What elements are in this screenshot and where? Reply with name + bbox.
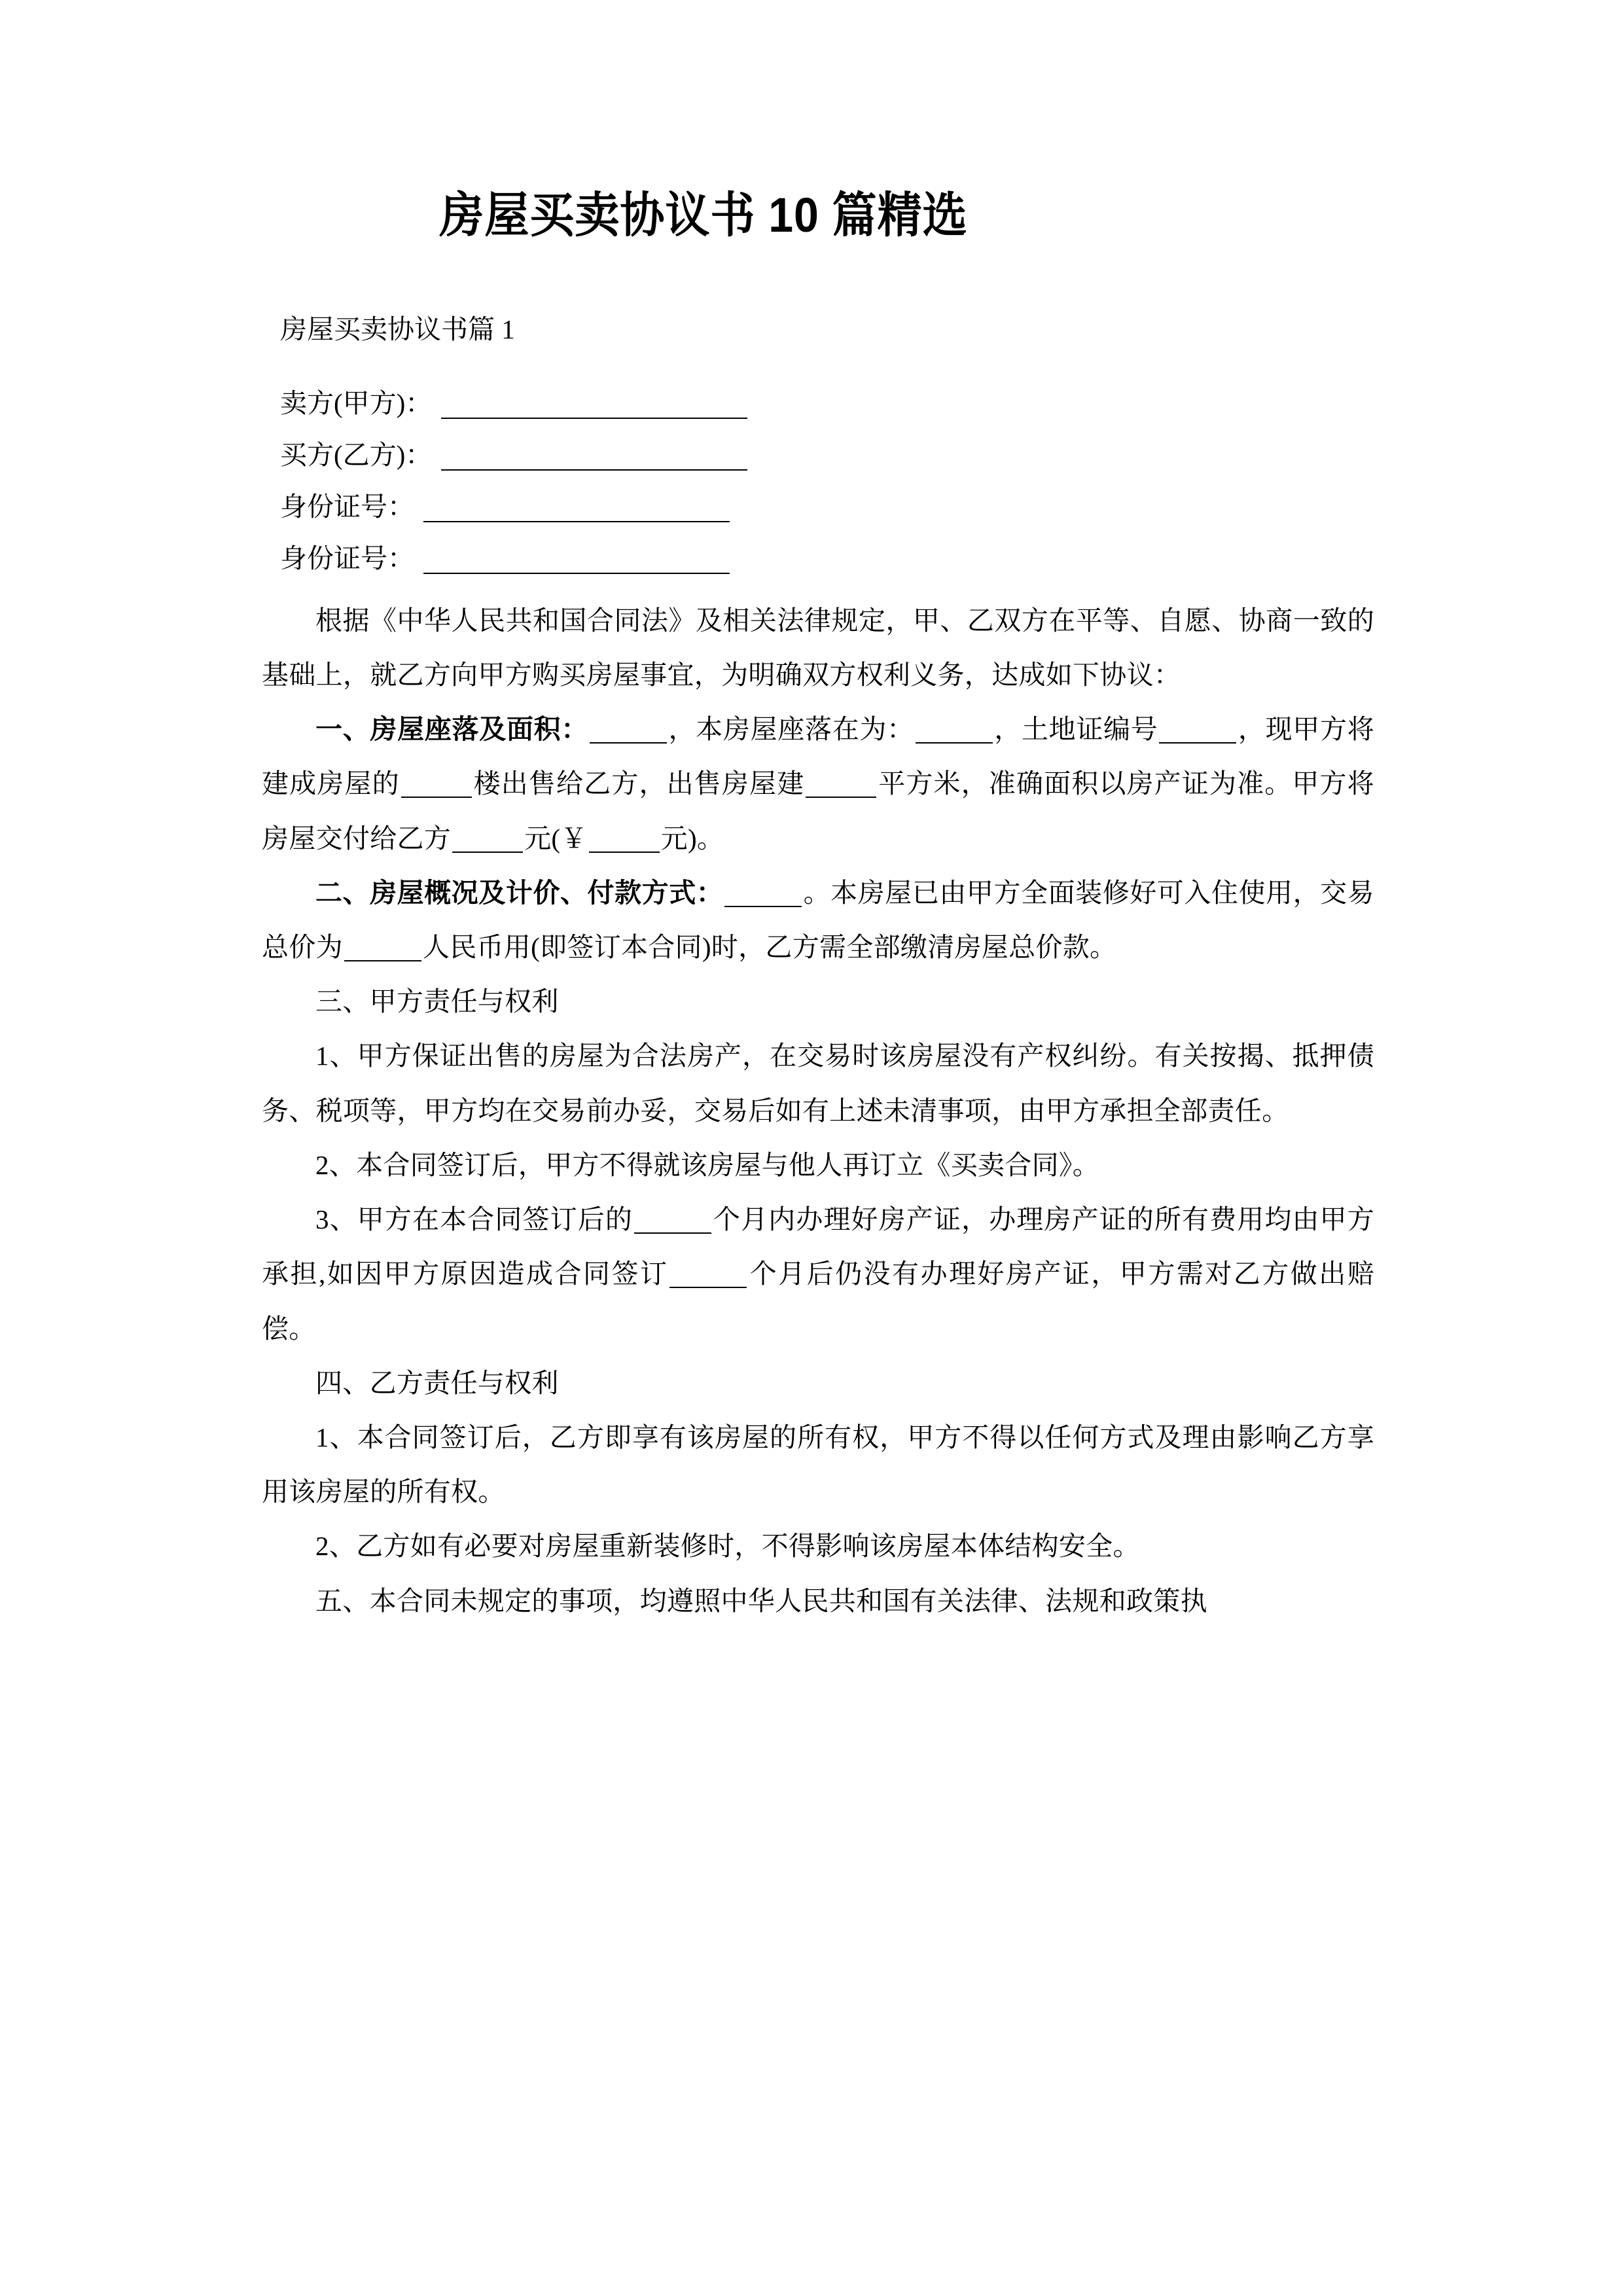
page-title: 房屋买卖协议书 10 篇精选 xyxy=(439,188,968,242)
document-body xyxy=(262,243,1374,1628)
section-four-heading: 四、乙方责任与权利 xyxy=(315,1367,559,1398)
clause-one-blank-7[interactable] xyxy=(589,852,660,853)
clause-one-text-3: ，现甲方将建成房屋的 xyxy=(262,714,1374,799)
clause-one-text-5: 平方米，准确面积以房产证为准。甲方将房屋交付给乙方 xyxy=(262,768,1374,853)
preamble-paragraph: 根据《中华人民共和国合同法》及相关法律规定，甲、乙双方在平等、自愿、协商一致的基础上，就乙方向甲方购买房屋事宜，为明确双方权利义务，达成如下协议： xyxy=(262,605,1374,690)
field-id-seller xyxy=(262,473,1374,524)
clause-one-blank-3[interactable] xyxy=(1159,742,1236,744)
field-seller-input[interactable] xyxy=(441,418,747,419)
clause-one-text-6: 元(￥ xyxy=(524,823,588,853)
clause-one-blank-1[interactable] xyxy=(590,742,667,744)
clause-two-text-1: 。本房屋已由甲方全面装修好可入住使用，交易总价为 xyxy=(262,877,1374,963)
clause-two xyxy=(262,866,1374,975)
section-three-item-3 xyxy=(262,1193,1374,1356)
field-id-seller-input[interactable] xyxy=(423,521,730,522)
spacer xyxy=(262,577,1374,594)
document-content xyxy=(262,0,1374,1628)
clause-one-blank-6[interactable] xyxy=(452,852,523,853)
section-four-item-2: 2、乙方如有必要对房屋重新装修时，不得影响该房屋本体结构安全。 xyxy=(315,1531,1140,1562)
field-buyer xyxy=(262,421,1374,473)
clause-two-label: 二、房屋概况及计价、付款方式： xyxy=(315,877,724,908)
section-three-item-1: 1、甲方保证出售的房屋为合法房产，在交易时该房屋没有产权纠纷。有关按揭、抵押债务、税项等，甲方均在交易前办妥，交易后如有上述未清事项，由甲方承担全部责任。 xyxy=(262,1041,1374,1126)
section-three-item-3-blank-2[interactable] xyxy=(669,1287,747,1288)
clause-two-blank-1[interactable] xyxy=(724,906,802,907)
clause-one-text-4: 楼出售给乙方，出售房屋建 xyxy=(473,768,805,799)
field-id-buyer xyxy=(262,524,1374,576)
article-heading: 房屋买卖协议书篇 1 xyxy=(280,314,515,345)
section-three-item-3-text-2: 个月内办理好房产证，办理房产证的所有费用均由甲方承担,如因甲方原因造成合同签订 xyxy=(262,1204,1374,1289)
section-three-item-3-text-3: 个月后仍没有办理好房产证，甲方需对乙方做出赔偿。 xyxy=(262,1259,1374,1344)
clause-one-text-1: ，本房屋座落在为： xyxy=(668,714,914,745)
clause-one-blank-4[interactable] xyxy=(401,797,472,798)
section-three-item-3-text-1: 3、甲方在本合同签订后的 xyxy=(315,1204,633,1235)
clause-two-blank-2[interactable] xyxy=(344,960,421,961)
section-five-paragraph: 五、本合同未规定的事项，均遵照中华人民共和国有关法律、法规和政策执 xyxy=(315,1585,1207,1616)
clause-one-text-2: ，土地证编号 xyxy=(993,714,1158,745)
clause-one-text-7: 元)。 xyxy=(660,823,724,853)
section-three-item-3-blank-1[interactable] xyxy=(634,1232,711,1234)
field-id-buyer-label: 身份证号： xyxy=(280,543,414,574)
section-three-heading: 三、甲方责任与权利 xyxy=(315,986,559,1017)
spacer xyxy=(262,357,1374,369)
clause-one-blank-2[interactable] xyxy=(916,742,993,744)
section-four-item-1: 1、本合同签订后，乙方即享有该房屋的所有权，甲方不得以任何方式及理由影响乙方享用该房屋的所有权。 xyxy=(262,1422,1374,1507)
section-three-item-2: 2、本合同签订后，甲方不得就该房屋与他人再订立《买卖合同》。 xyxy=(315,1149,1099,1180)
field-id-buyer-input[interactable] xyxy=(423,573,730,574)
field-seller xyxy=(262,369,1374,421)
clause-two-text-2: 人民币用(即签订本合同)时，乙方需全部缴清房屋总价款。 xyxy=(422,932,1117,963)
clause-one xyxy=(262,702,1374,866)
field-id-seller-label: 身份证号： xyxy=(280,492,414,522)
field-buyer-label: 买方(乙方)： xyxy=(280,439,433,470)
field-buyer-input[interactable] xyxy=(441,469,747,471)
field-seller-label: 卖方(甲方)： xyxy=(280,387,433,418)
clause-one-blank-5[interactable] xyxy=(806,797,876,798)
clause-one-label: 一、房屋座落及面积： xyxy=(315,714,589,745)
